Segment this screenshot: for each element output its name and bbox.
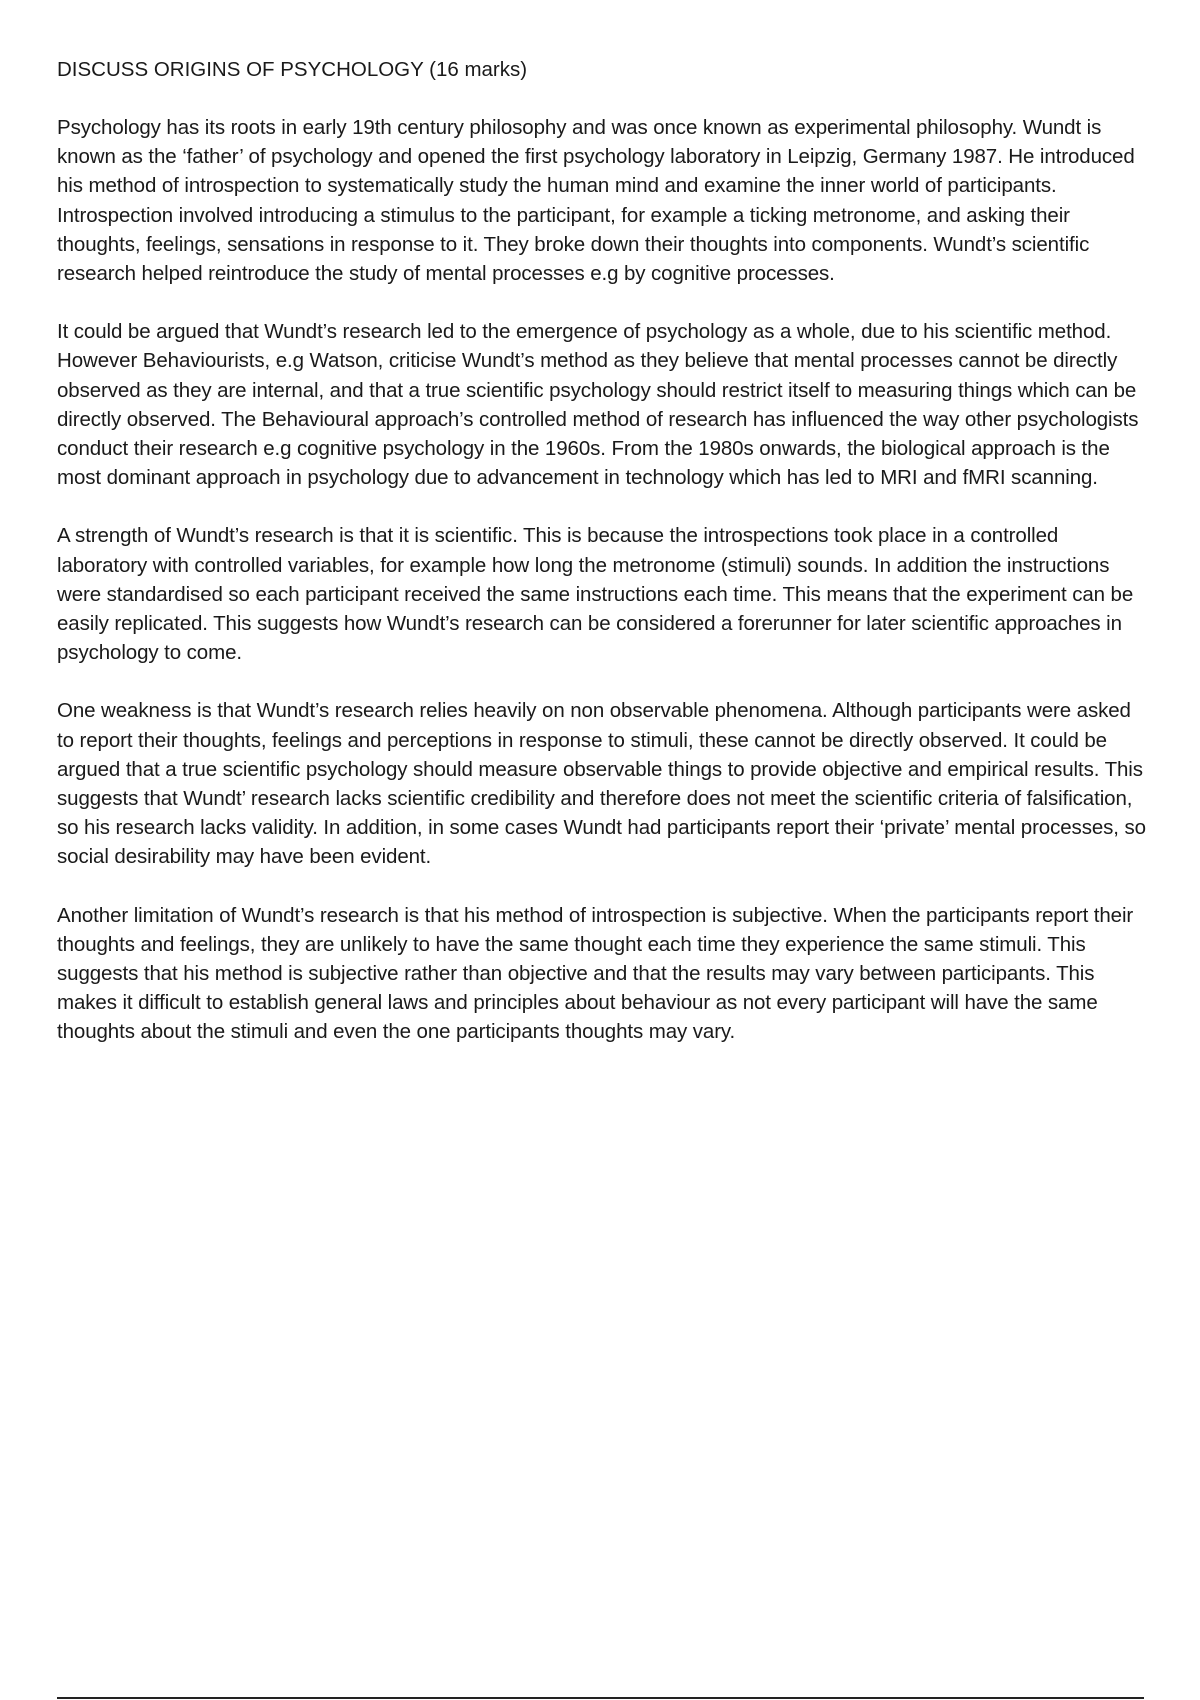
document-body <box>57 55 1147 1076</box>
paragraph-weakness: One weakness is that Wundt’s research relies heavily on non observable phenomena. Although participants were asked to report their thoughts, feelings and perceptions in response to stimuli, these cannot be directly observed. It could be argued that a true scientific psychology should measure observable things to provide objective and empirical results. This suggests that Wundt’ research lacks scientific credibility and therefore does not meet the scientific criteria of falsification, so his research lacks validity. In addition, in some cases Wundt had participants report their ‘private’ mental processes, so social desirability may have been evident. <box>57 699 1146 869</box>
footer-divider <box>57 1697 1144 1699</box>
document-title: DISCUSS ORIGINS OF PSYCHOLOGY (16 marks) <box>57 58 528 81</box>
paragraph-behaviourism: It could be argued that Wundt’s research led to the emergence of psychology as a whole, due to his scientific method. However Behaviourists, e.g Watson, criticise Wundt’s method as they believe that mental processes cannot be directly observed as they are internal, and that a true scientific psychology should restrict itself to measuring things which can be directly observed. The Behavioural approach’s controlled method of research has influenced the way other psychologists conduct their research e.g cognitive psychology in the 1960s. From the 1980s onwards, the biological approach is the most dominant approach in psychology due to advancement in technology which has led to MRI and fMRI scanning. <box>57 320 1139 490</box>
paragraph-strength: A strength of Wundt’s research is that it is scientific. This is because the introspections took place in a controlled laboratory with controlled variables, for example how long the metronome (stimuli) sounds. In addition the instructions were standardised so each participant received the same instructions each time. This means that the experiment can be easily replicated. This suggests how Wundt’s research can be considered a forerunner for later scientific approaches in psychology to come. <box>57 524 1134 665</box>
paragraph-limitation: Another limitation of Wundt’s research is that his method of introspection is subjective. When the participants report their thoughts and feelings, they are unlikely to have the same thought each time they experience the same stimuli. This suggests that his method is subjective rather than objective and that the results may vary between participants. This makes it difficult to establish general laws and principles about behaviour as not every participant will have the same thoughts about the stimuli and even the one participants thoughts may vary. <box>57 903 1134 1044</box>
paragraph-origins: Psychology has its roots in early 19th century philosophy and was once known as experimental philosophy. Wundt is known as the ‘father’ of psychology and opened the first psychology laboratory in Leipzig, Germany 1987. He introduced his method of introspection to systematically study the human mind and examine the inner world of participants. Introspection involved introducing a stimulus to the participant, for example a ticking metronome, and asking their thoughts, feelings, sensations in response to it. They broke down their thoughts into components. Wundt’s scientific research helped reintroduce the study of mental processes e.g by cognitive processes. <box>57 116 1135 286</box>
